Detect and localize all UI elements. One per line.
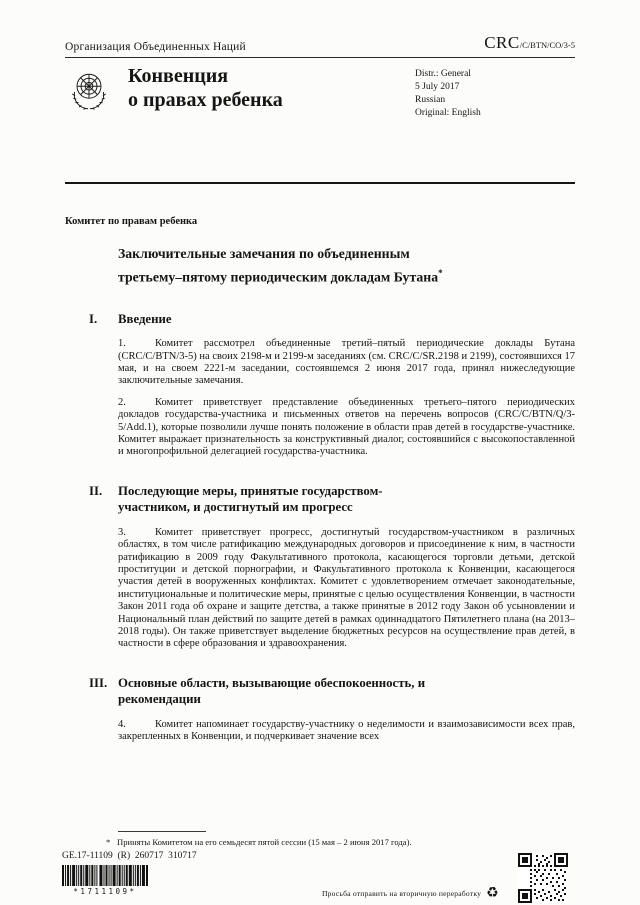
section-heading [65,311,575,328]
footnote-divider [118,831,206,832]
paragraph-text: Комитет приветствует прогресс, достигнутый государством-участником в различных областях, в том числе ратификацию международных договоров и присоединение к ним, в частности ратификацию в 2009 году Факультативного протокола, касающегося торговли детьми, детской проституции и детской порнографии, и Факультативного протокола к Конвенции, касающегося участия детей в вооруженных конфликтах. Комитет с удовлетворением отмечает законодательные, институциональные и политические меры, принятые с целью осуществления Конвенции, в частности Закон 2011 года об охране и защите детства, а также принятые в 2012 году Закон об усыновлении и Национальный план действий по защите детей в рамках одиннадцатого Пятилетнего плана (на 2013–2018 годы). Он также приветствует выделение бюджетных ресурсов на осуществление прав детей, в частности в сфере образования и здравоохранения. [118,526,575,650]
title-footnote-marker: * [438,267,443,278]
section-heading-text: Введение [118,311,172,326]
masthead-title-line1: Конвенция [128,65,229,87]
section-heading [65,675,575,708]
paragraph [118,338,575,388]
language-line: Russian [415,95,446,105]
footnote-text: Приняты Комитетом на его семьдесят пятой сессии (15 мая – 2 июня 2017 года). [117,837,412,847]
un-emblem-icon [66,68,112,114]
committee-heading: Комитет по правам ребенка [65,216,198,227]
original-language-line: Original: English [415,108,481,118]
barcode-icon [62,865,148,886]
doc-symbol [484,33,575,53]
paragraph [118,719,575,744]
distr-line: Distr.: General [415,69,471,79]
paragraph-number: 4. [118,718,126,730]
section [65,675,575,744]
paragraph-text: Комитет напоминает государству-участнику о неделимости и взаимозависимости всех прав, закрепленных в Конвенции, и подчеркивает значение всех [118,718,575,743]
document-title [118,245,453,287]
document-body [65,216,575,753]
paragraph-number: 2. [118,396,126,408]
paragraph-text: Комитет приветствует представление объединенных третьего–пятого периодических докладов государства-участника и письменных ответов на перечень вопросов (CRC/C/BTN/Q/3-5/Add.1), которые позволили лучше понять положение в области прав детей в государстве-участнике. Комитет выражает признательность за конструктивный диалог, состоявшийся с высокопоставленной и многопрофильной делегацией государства-участника. [118,396,575,458]
footnote-marker: * [106,837,111,847]
masthead-divider [65,182,575,184]
paragraph-number: 1. [118,338,126,350]
section-numeral: II. [89,483,103,498]
section-numeral: I. [89,311,98,326]
distribution-block [415,68,481,120]
paragraph [118,397,575,459]
section [65,483,575,651]
doc-symbol-big: CRC [484,33,520,52]
section-numeral: III. [89,675,108,690]
top-header [65,33,575,58]
org-name: Организация Объединенных Наций [65,41,246,53]
footnote [103,837,533,848]
recycle-icon: ♻ [486,885,499,901]
recycle-note [322,886,499,900]
section-heading [65,483,575,516]
masthead-title-line2: о правах ребенка [128,89,283,111]
paragraph [118,527,575,651]
qr-code-icon [518,853,568,903]
section-heading-text: Последующие меры, принятые государством-участником, и достигнутый им прогресс [118,483,383,515]
section [65,311,575,459]
masthead-title [128,64,283,112]
ge-number: GE.17-11109 (R) 260717 310717 [62,851,197,861]
paragraph-number: 3. [118,526,126,538]
document-title-text: Заключительные замечания по объединенным третьему–пятому периодическим докладам Бутана [118,246,439,285]
barcode [62,865,148,896]
barcode-text: *1711109* [73,887,137,896]
doc-symbol-small: /C/BTN/CO/3-5 [519,40,575,50]
date-line: 5 July 2017 [415,82,460,92]
masthead [65,66,575,182]
paragraph-text: Комитет рассмотрел объединенные третий–пятый периодические доклады Бутана (CRC/C/BTN/3-5) на своих 2198-м и 2199-м заседаниях (см. CRC/C/SR.2198 и 2199), состоявшихся 17 мая, и на своем 2221-м заседании, состоявшемся 2 июня 2017 года, принял нижеследующие заключительные замечания. [118,338,575,387]
recycle-text: Просьба отправить на вторичную переработку [322,888,482,898]
section-heading-text: Основные области, вызывающие обеспокоенность, и рекомендации [118,675,426,707]
